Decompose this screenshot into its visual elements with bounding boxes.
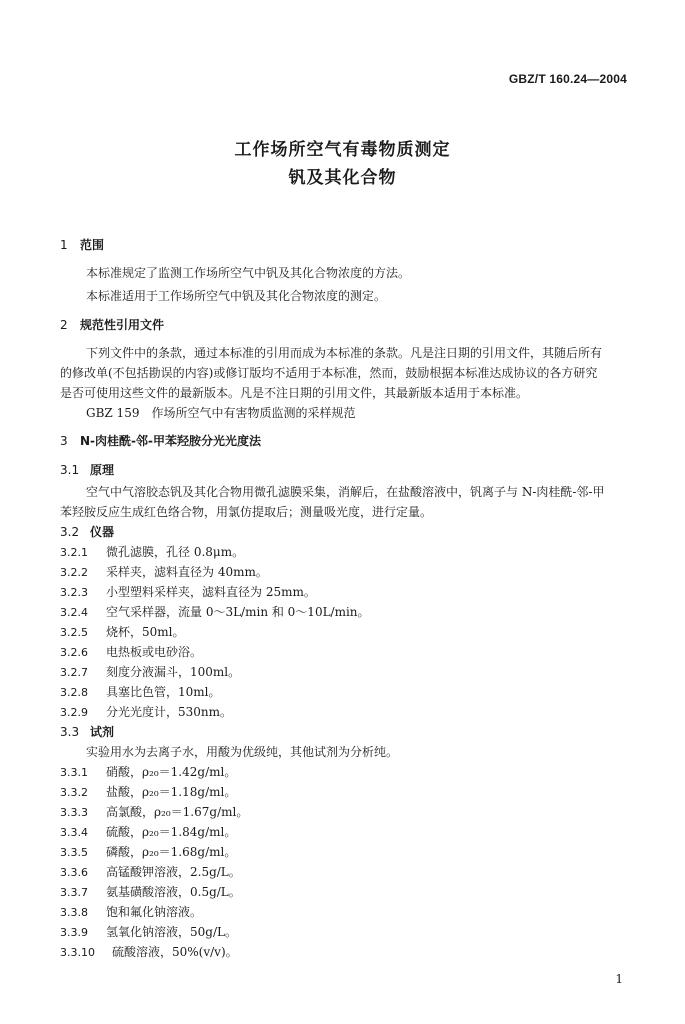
section-2-heading [60, 318, 640, 332]
paragraph: 空气中气溶胶态钒及其化合物用微孔滤膜采集，消解后，在盐酸溶液中，钒离子与 N-肉桂酰-邻-甲 [86, 485, 605, 499]
section-number: 1 [60, 238, 68, 252]
list-item: 3.2.6 电热板或电砂浴。 [60, 645, 203, 659]
standard-code: GBZ/T 160.24—2004 [508, 72, 627, 86]
document-title: 工作场所空气有毒物质测定 [234, 140, 451, 160]
section-3-2-heading [60, 525, 640, 539]
section-3-1-heading [60, 463, 640, 477]
section-number: 3.2 [60, 525, 80, 539]
section-title: 范围 [80, 238, 105, 252]
list-item: 3.3.2 盐酸，ρ₂₀＝1.18g/ml。 [60, 785, 237, 799]
list-item: 3.3.9 氢氧化钠溶液，50g/L。 [60, 925, 237, 939]
list-item: 3.2.9 分光光度计，530nm。 [60, 705, 233, 719]
list-item: 3.2.4 空气采样器，流量 0～3L/min 和 0～10L/min。 [60, 605, 370, 619]
list-item: 3.3.7 氨基磺酸溶液，0.5g/L。 [60, 885, 241, 899]
section-3-3-heading [60, 725, 640, 739]
list-item: 3.2.5 烧杯，50ml。 [60, 625, 185, 639]
list-item: 3.3.6 高锰酸钾溶液，2.5g/L。 [60, 865, 241, 879]
paragraph: 的修改单(不包括勘误的内容)或修订版均不适用于本标准，然而，鼓励根据本标准达成协议的各方研究 [60, 366, 598, 380]
list-item: 3.3.10 硫酸溶液，50%(v/v)。 [60, 945, 238, 959]
list-item: 3.3.4 硫酸，ρ₂₀＝1.84g/ml。 [60, 825, 237, 839]
section-title: 原理 [90, 463, 115, 477]
paragraph: 本标准适用于工作场所空气中钒及其化合物浓度的测定。 [86, 289, 387, 303]
paragraph: 本标准规定了监测工作场所空气中钒及其化合物浓度的方法。 [86, 266, 411, 280]
section-title: 规范性引用文件 [80, 318, 165, 332]
section-title: N-肉桂酰-邻-甲苯羟胺分光光度法 [80, 434, 261, 448]
section-title: 试剂 [90, 725, 115, 739]
paragraph: 实验用水为去离子水，用酸为优级纯，其他试剂为分析纯。 [86, 745, 399, 759]
document-subtitle: 钒及其化合物 [288, 168, 397, 188]
list-item: 3.3.1 硝酸，ρ₂₀＝1.42g/ml。 [60, 765, 237, 779]
section-number: 2 [60, 318, 68, 332]
list-item: 3.2.8 具塞比色管，10ml。 [60, 685, 221, 699]
paragraph: 是否可使用这些文件的最新版本。凡是不注日期的引用文件，其最新版本适用于本标准。 [60, 386, 529, 400]
section-1-heading [60, 238, 640, 252]
list-item: 3.3.3 高氯酸，ρ₂₀＝1.67g/ml。 [60, 805, 249, 819]
list-item: 3.3.8 饱和氟化钠溶液。 [60, 905, 203, 919]
reference-gbz159: GBZ 159 作场所空气中有害物质监测的采样规范 [86, 406, 356, 420]
paragraph: 苯羟胺反应生成红色络合物，用氯仿提取后；测量吸光度，进行定量。 [60, 505, 433, 519]
paragraph: 下列文件中的条款，通过本标准的引用而成为本标准的条款。凡是注日期的引用文件，其随后所有 [86, 346, 603, 360]
list-item: 3.2.1 微孔滤膜，孔径 0.8μm。 [60, 545, 245, 559]
section-number: 3.3 [60, 725, 80, 739]
section-title: 仪器 [90, 525, 115, 539]
section-3-heading [60, 434, 640, 448]
list-item: 3.3.5 磷酸，ρ₂₀＝1.68g/ml。 [60, 845, 237, 859]
page-number: 1 [615, 972, 623, 986]
section-number: 3.1 [60, 463, 80, 477]
list-item: 3.2.2 采样夹，滤料直径为 40mm。 [60, 565, 268, 579]
section-number: 3 [60, 434, 68, 448]
list-item: 3.2.3 小型塑料采样夹，滤料直径为 25mm。 [60, 585, 316, 599]
list-item: 3.2.7 刻度分液漏斗，100ml。 [60, 665, 241, 679]
